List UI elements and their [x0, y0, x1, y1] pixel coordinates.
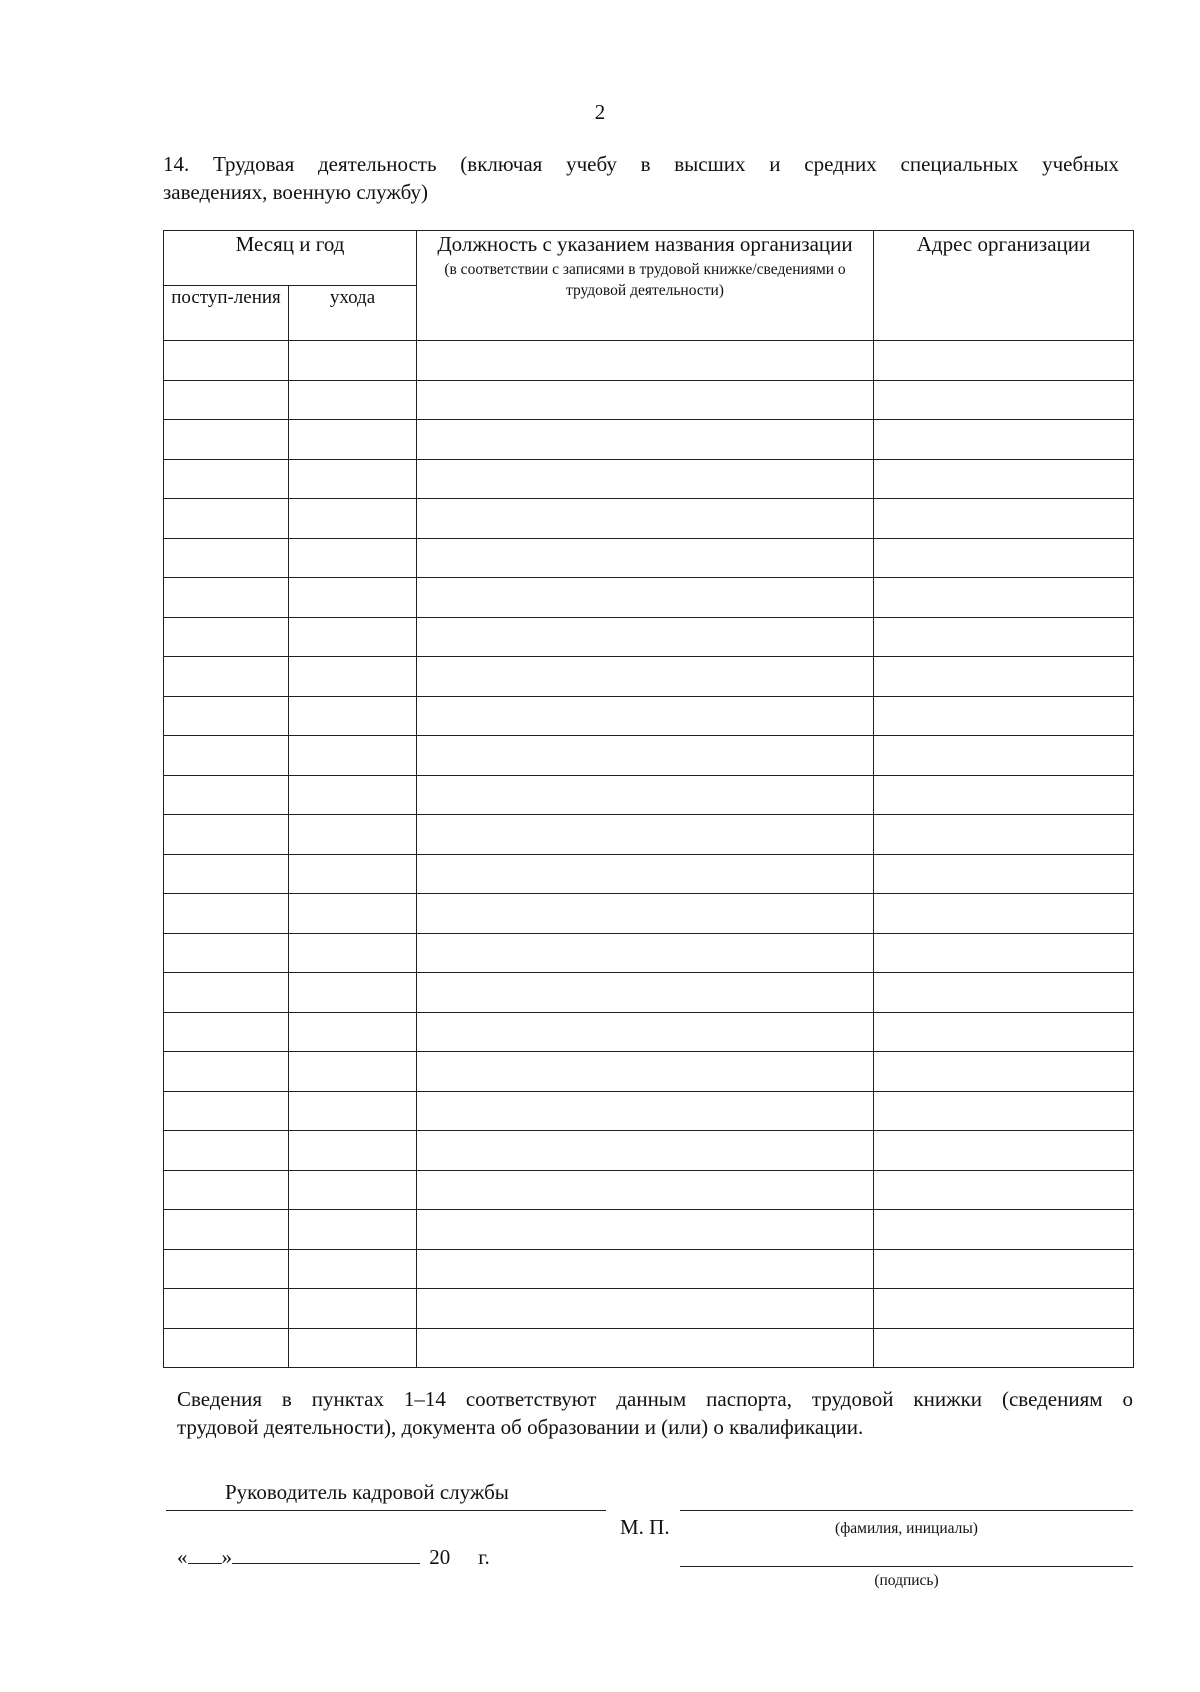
cell-address[interactable] — [874, 775, 1134, 815]
cell-address[interactable] — [874, 380, 1134, 420]
hr-head-rule — [166, 1510, 606, 1511]
cell-end[interactable] — [289, 973, 417, 1013]
cell-end[interactable] — [289, 657, 417, 697]
table-row — [164, 854, 1134, 894]
cell-position[interactable] — [417, 854, 874, 894]
table-header-row — [164, 231, 1134, 286]
cell-address[interactable] — [874, 1289, 1134, 1329]
cell-start[interactable] — [164, 380, 289, 420]
cell-start[interactable] — [164, 933, 289, 973]
cell-end[interactable] — [289, 380, 417, 420]
name-caption: (фамилия, инициалы) — [835, 1520, 978, 1537]
cell-address[interactable] — [874, 1052, 1134, 1092]
header-end: ухода — [289, 286, 417, 341]
header-position-label: Должность с указанием названия организации — [437, 232, 853, 256]
cell-address[interactable] — [874, 420, 1134, 460]
table-row — [164, 696, 1134, 736]
cell-address[interactable] — [874, 933, 1134, 973]
signature-caption: (подпись) — [874, 1572, 939, 1589]
cell-address[interactable] — [874, 459, 1134, 499]
cell-address[interactable] — [874, 854, 1134, 894]
cell-end[interactable] — [289, 1249, 417, 1289]
cell-position[interactable] — [417, 1249, 874, 1289]
header-month-year: Месяц и год — [164, 231, 417, 286]
table-row — [164, 1012, 1134, 1052]
cell-address[interactable] — [874, 1328, 1134, 1368]
confirmation-line-2: трудовой деятельности), документа об образовании и (или) о квалификации. — [177, 1415, 864, 1439]
cell-position[interactable] — [417, 657, 874, 697]
cell-position[interactable] — [417, 1289, 874, 1329]
cell-start[interactable] — [164, 1210, 289, 1250]
cell-position[interactable] — [417, 538, 874, 578]
cell-end[interactable] — [289, 933, 417, 973]
table-row — [164, 1328, 1134, 1368]
cell-position[interactable] — [417, 420, 874, 460]
cell-end[interactable] — [289, 578, 417, 618]
cell-start[interactable] — [164, 578, 289, 618]
table-row — [164, 973, 1134, 1013]
date-year-prefix: 20 — [429, 1545, 451, 1569]
cell-position[interactable] — [417, 736, 874, 776]
cell-end[interactable] — [289, 617, 417, 657]
cell-address[interactable] — [874, 499, 1134, 539]
cell-start[interactable] — [164, 1328, 289, 1368]
cell-start[interactable] — [164, 1012, 289, 1052]
section-title-line-1: 14. Трудовая деятельность (включая учебу в высших и средних специальных учебных — [163, 152, 1119, 176]
cell-position[interactable] — [417, 1170, 874, 1210]
cell-address[interactable] — [874, 1170, 1134, 1210]
cell-address[interactable] — [874, 341, 1134, 381]
cell-end[interactable] — [289, 459, 417, 499]
cell-address[interactable] — [874, 657, 1134, 697]
cell-start[interactable] — [164, 894, 289, 934]
cell-address[interactable] — [874, 1210, 1134, 1250]
date-close-quote: » — [221, 1545, 232, 1569]
cell-address[interactable] — [874, 538, 1134, 578]
header-start: поступ-ления — [164, 286, 289, 341]
date-year-suffix: г. — [478, 1545, 490, 1569]
cell-position[interactable] — [417, 459, 874, 499]
cell-position[interactable] — [417, 341, 874, 381]
table-row — [164, 1052, 1134, 1092]
cell-position[interactable] — [417, 499, 874, 539]
cell-end[interactable] — [289, 420, 417, 460]
cell-position[interactable] — [417, 1210, 874, 1250]
cell-position[interactable] — [417, 815, 874, 855]
cell-address[interactable] — [874, 894, 1134, 934]
cell-start[interactable] — [164, 657, 289, 697]
cell-end[interactable] — [289, 499, 417, 539]
confirmation-line-1: Сведения в пунктах 1–14 соответствуют данным паспорта, трудовой книжки (сведениям о — [177, 1387, 1133, 1411]
cell-address[interactable] — [874, 1249, 1134, 1289]
table-row — [164, 420, 1134, 460]
cell-end[interactable] — [289, 775, 417, 815]
cell-position[interactable] — [417, 1052, 874, 1092]
cell-end[interactable] — [289, 1289, 417, 1329]
cell-end[interactable] — [289, 1131, 417, 1171]
date-day-blank[interactable] — [188, 1543, 222, 1564]
table-row — [164, 1170, 1134, 1210]
table-row — [164, 578, 1134, 618]
cell-end[interactable] — [289, 341, 417, 381]
cell-position[interactable] — [417, 1328, 874, 1368]
date-year-blank[interactable] — [450, 1544, 478, 1564]
section-title-line-2: заведениях, военную службу) — [163, 180, 428, 204]
table-row — [164, 1131, 1134, 1171]
cell-end[interactable] — [289, 815, 417, 855]
table-row — [164, 775, 1134, 815]
cell-position[interactable] — [417, 696, 874, 736]
cell-end[interactable] — [289, 854, 417, 894]
cell-address[interactable] — [874, 973, 1134, 1013]
table-row — [164, 736, 1134, 776]
cell-start[interactable] — [164, 617, 289, 657]
cell-start[interactable] — [164, 1170, 289, 1210]
cell-position[interactable] — [417, 617, 874, 657]
cell-address[interactable] — [874, 696, 1134, 736]
header-position-note: (в соответствии с записями в трудовой книжке/сведениями о трудовой деятельности) — [444, 261, 846, 299]
cell-end[interactable] — [289, 1091, 417, 1131]
cell-position[interactable] — [417, 973, 874, 1013]
hr-head-title: Руководитель кадровой службы — [225, 1480, 509, 1504]
table-row — [164, 1091, 1134, 1131]
table-row — [164, 1210, 1134, 1250]
table-row — [164, 894, 1134, 934]
cell-address[interactable] — [874, 815, 1134, 855]
cell-start[interactable] — [164, 696, 289, 736]
cell-start[interactable] — [164, 1091, 289, 1131]
cell-end[interactable] — [289, 1210, 417, 1250]
table-body — [164, 341, 1134, 1368]
table-row — [164, 380, 1134, 420]
table-row — [164, 657, 1134, 697]
cell-address[interactable] — [874, 1012, 1134, 1052]
cell-start[interactable] — [164, 973, 289, 1013]
cell-address[interactable] — [874, 1131, 1134, 1171]
section-title — [163, 150, 1119, 206]
cell-start[interactable] — [164, 1131, 289, 1171]
date-field — [177, 1543, 490, 1570]
table-row — [164, 1249, 1134, 1289]
date-month-blank[interactable] — [232, 1543, 420, 1564]
cell-position[interactable] — [417, 1012, 874, 1052]
cell-start[interactable] — [164, 775, 289, 815]
page-number: 2 — [594, 100, 606, 124]
cell-start[interactable] — [164, 459, 289, 499]
cell-address[interactable] — [874, 617, 1134, 657]
table-row — [164, 1289, 1134, 1329]
cell-position[interactable] — [417, 894, 874, 934]
date-open-quote: « — [177, 1545, 188, 1569]
cell-start[interactable] — [164, 341, 289, 381]
cell-end[interactable] — [289, 894, 417, 934]
cell-start[interactable] — [164, 538, 289, 578]
cell-end[interactable] — [289, 538, 417, 578]
cell-end[interactable] — [289, 736, 417, 776]
table-row — [164, 459, 1134, 499]
signature-field[interactable] — [680, 1566, 1133, 1567]
cell-end[interactable] — [289, 1012, 417, 1052]
cell-position[interactable] — [417, 933, 874, 973]
stamp-mark: М. П. — [620, 1515, 670, 1539]
cell-start[interactable] — [164, 1249, 289, 1289]
cell-address[interactable] — [874, 736, 1134, 776]
cell-address[interactable] — [874, 1091, 1134, 1131]
table-row — [164, 617, 1134, 657]
cell-position[interactable] — [417, 380, 874, 420]
table-row — [164, 499, 1134, 539]
cell-end[interactable] — [289, 1170, 417, 1210]
table-row — [164, 538, 1134, 578]
cell-position[interactable] — [417, 1091, 874, 1131]
cell-end[interactable] — [289, 1052, 417, 1092]
table-row — [164, 815, 1134, 855]
cell-start[interactable] — [164, 1289, 289, 1329]
cell-start[interactable] — [164, 815, 289, 855]
cell-end[interactable] — [289, 1328, 417, 1368]
cell-address[interactable] — [874, 578, 1134, 618]
cell-start[interactable] — [164, 420, 289, 460]
confirmation-text — [177, 1385, 1133, 1441]
cell-start[interactable] — [164, 736, 289, 776]
name-field[interactable] — [680, 1510, 1133, 1511]
cell-position[interactable] — [417, 775, 874, 815]
table-row — [164, 341, 1134, 381]
cell-end[interactable] — [289, 696, 417, 736]
cell-start[interactable] — [164, 1052, 289, 1092]
table-row — [164, 933, 1134, 973]
header-address: Адрес организации — [874, 231, 1134, 341]
cell-start[interactable] — [164, 854, 289, 894]
header-position — [417, 231, 874, 341]
cell-start[interactable] — [164, 499, 289, 539]
cell-position[interactable] — [417, 578, 874, 618]
cell-position[interactable] — [417, 1131, 874, 1171]
work-history-table — [163, 230, 1134, 1368]
